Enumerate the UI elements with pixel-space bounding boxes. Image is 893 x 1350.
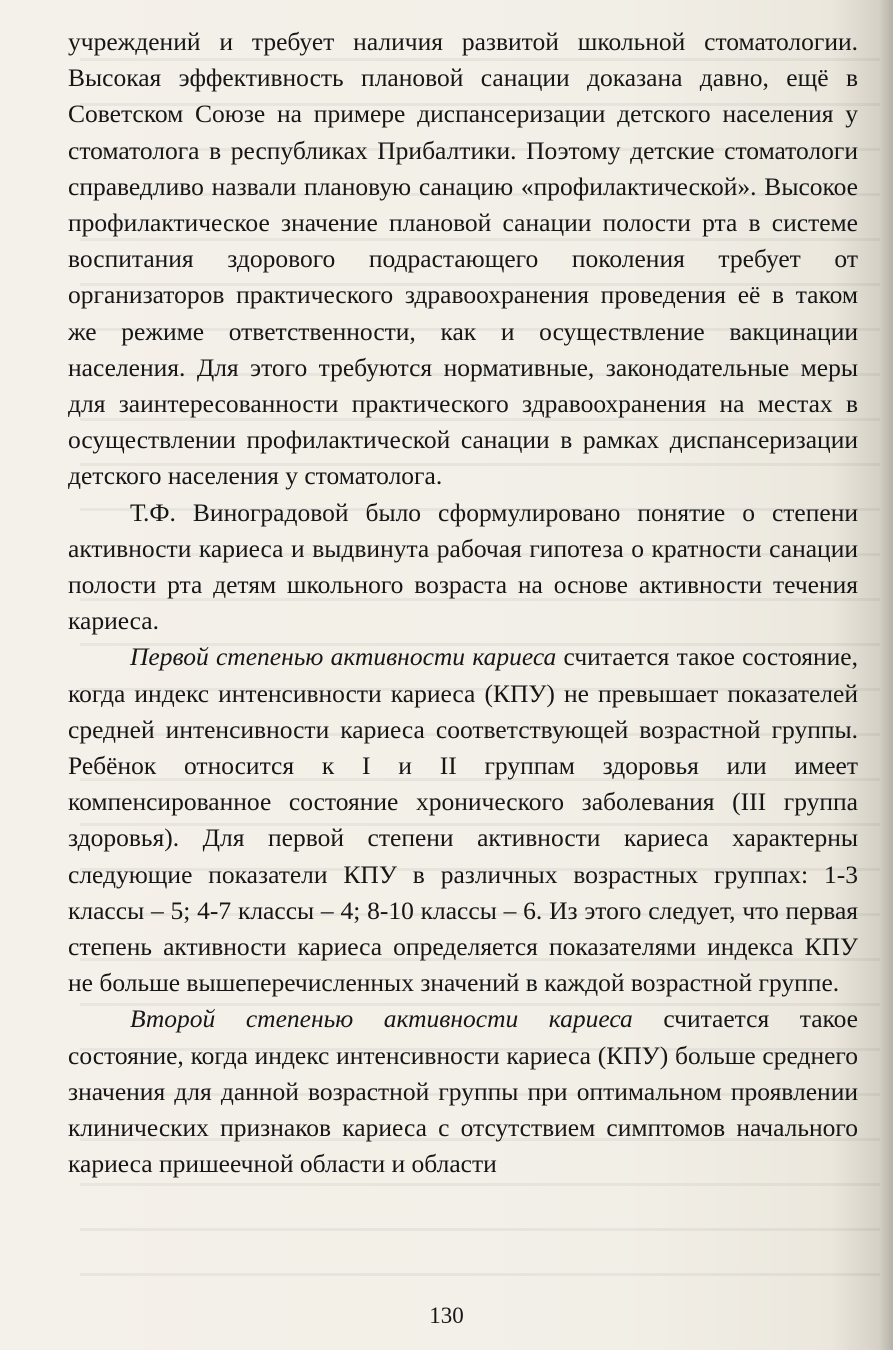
paragraph-1-text: учреждений и требует наличия развитой школьной стоматологии. Высокая эффективность плановой санации доказана давно, ещё в Советском Союзе на примере диспансеризации детского населения у стоматолога в республиках Прибалтики. Поэтому детские стоматологи справедливо назвали плановую санацию «профилактической». Высокое профилактическое значение плановой санации полости рта в системе воспитания здорового подрастающего поколения требует от организаторов практического здравоохранения проведения её в таком же режиме ответственности, как и осуществление вакцинации населения. Для этого требуются нормативные, законодательные меры для заинтересованности практического здравоохранения на местах в осуществлении профилактической санации в рамках диспансеризации детского населения у стоматолога. (68, 27, 858, 491)
paragraph-4-text: считается такое состояние, когда индекс интенсивности кариеса (КПУ) больше среднего значения для данной возрастной группы при оптимальном проявлении клинических признаков кариеса с отсутствием симптомов начального кариеса пришеечной области и области (68, 1004, 858, 1179)
paragraph-3-text: считается такое состояние, когда индекс интенсивности кариеса (КПУ) не превышает показателей средней интенсивности кариеса соответствующей возрастной группы. Ребёнок относится к I и II группам здоровья или имеет компенсированное состояние хронического заболевания (III группа здоровья). Для первой степени активности кариеса характерны следующие показатели КПУ в различных возрастных группах: 1-3 классы – 5; 4-7 классы – 4; 8-10 классы – 6. Из этого следует, что первая степень активности кариеса определяется показателями индекса КПУ не больше вышеперечисленных значений в каждой возрастной группе. (68, 642, 858, 998)
page-number: 130 (429, 1303, 464, 1328)
paragraph-2 (68, 495, 858, 640)
page-edge-shadow (879, 0, 893, 1350)
paragraph-3 (68, 639, 858, 1001)
paragraph-1 (68, 24, 858, 495)
body-text (68, 24, 858, 1183)
paragraph-4 (68, 1001, 858, 1182)
paragraph-2-text: Т.Ф. Виноградовой было сформулировано понятие о степени активности кариеса и выдвинута рабочая гипотеза о кратности санации полости рта детям школьного возраста на основе активности течения кариеса. (68, 497, 858, 636)
paragraph-3-term: Первой степенью активности кариеса (130, 642, 557, 672)
paragraph-4-term: Второй степенью активности кариеса (130, 1004, 633, 1034)
